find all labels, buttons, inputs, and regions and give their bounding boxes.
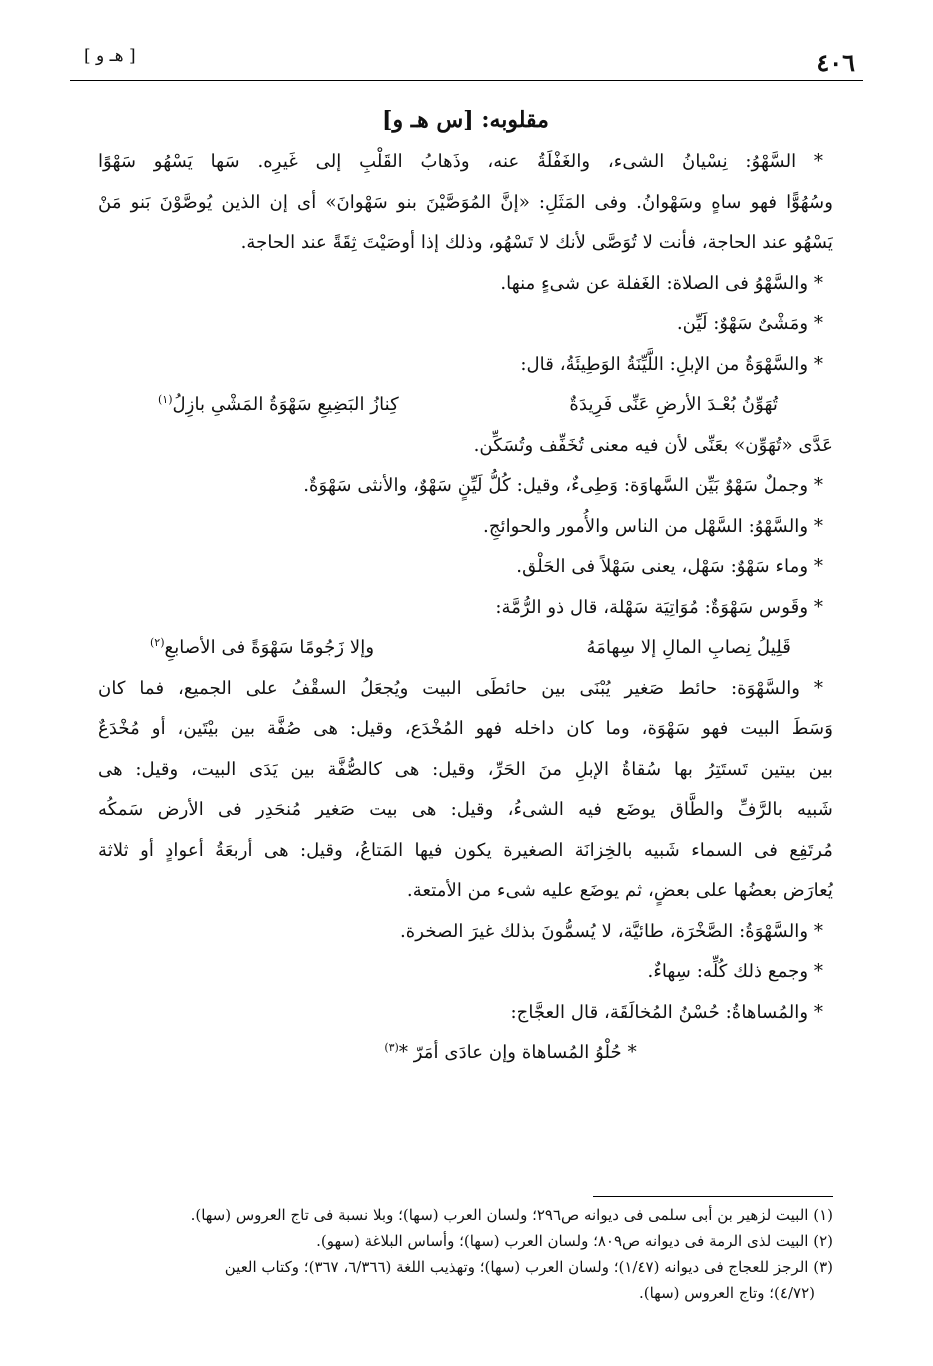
- verse-1-first-hemistich: تُهَوِّنُ بُعْـدَ الأرضِ عَنِّى فَرِيدَةٌ: [569, 394, 778, 415]
- body-line: * والسَّهْوَةُ: الصَّخْرَة، طائيَّة، لا يُسمُّونَ بذلك غيرَ الصخرة.: [399, 920, 823, 942]
- body-line: وسُهُوًّا فهو ساهٍ وسَهْوانُ. وفى المَثَلِ: «إنَّ المُوَصَّيْنَ بنو سَهْوانَ» أى إن الذين يُوصَّوْنَ بَنو مَنْ: [98, 191, 833, 213]
- body-line: عَدَّى «تُهَوِّن» بعَنِّى لأن فيه معنى تُخَفِّف وتُسَكِّن.: [473, 434, 833, 456]
- body-line: * وجمع ذلك كُلِّه: سِهاءٌ.: [647, 961, 823, 982]
- body-line: * والسَّهْوُ فى الصلاة: الغَفلة عن شىءٍ منها.: [500, 272, 823, 294]
- body-line: * والسَّهْوَةُ من الإبلِ: اللَّيِّنَةُ الوَطِيئَةُ، قال:: [520, 353, 823, 375]
- body-line: * وقَوس سَهْوَةٌ: مُوَاتِيَة سَهْلة، قال ذو الرُّمَّة:: [495, 596, 823, 618]
- verse-2-second-hemistich: [150, 628, 374, 669]
- footnote-1: (١) البيت لزهير بن أبى سلمى فى ديوانه ص٢٩٦؛ ولسان العرب (سها)؛ وبلا نسبة فى تاج العروس (سها).: [190, 1206, 833, 1224]
- body-line: مُرتَفِع فى السماء شَبيه بالخِزانَة الصغيرة يكون فيها المَتاعُ، وقيل: هى أربعَةُ أعوادٍ أو ثلاثة: [98, 839, 833, 861]
- verse-2-first-hemistich: قَلِيلُ نِصابِ المالِ إلا سِهامَهُ: [586, 637, 791, 658]
- footnotes: [86, 1202, 833, 1306]
- footnote-ref-1: (١): [158, 392, 173, 406]
- footnote-separator: [593, 1196, 833, 1197]
- page-header: [70, 40, 863, 81]
- footnote-3-continued: (٤/٧٢)؛ وتاج العروس (سها).: [638, 1284, 815, 1302]
- footnote-ref-2: (٢): [150, 635, 165, 649]
- body-line: شَبيه بالرَّفِّ والطَّاق يوضَع فيه الشىءُ، وقيل: هى بيت صَغير مُنحَدِر فى الأرض سَمكُه: [98, 799, 833, 820]
- body-line: * والمُساهاةُ: حُسْنُ المُخالَقَة، قال العجَّاج:: [510, 1001, 823, 1023]
- body-line: * والسَّهْوُ: السَّهْل من الناس والأُمور والحوائجِ.: [483, 515, 823, 537]
- verse-1: [98, 385, 833, 426]
- body-line: يَسْهُو عند الحاجة، فأنت لا تُوَصَّى لأنك لا تَسْهُو، وذلك إذا أوصَيْتَ ثِقَةً عند الحاجة.: [240, 232, 833, 253]
- body-line: * والسَّهْوَة: حائط صَغير يُبْنَى بين حائطَى البيت ويُجعَلُ السقْفُ على الجميع، فما كان: [98, 677, 823, 699]
- section-title: مقلوبه: [س هـ و]: [382, 107, 549, 133]
- body-line: بين بيتين تَستَتِرُ بها سُقاةُ الإبلِ منَ الحَرِّ، وقيل: هى كالصُّفَّة بين يَدَى البيت، وقيل: هى: [98, 758, 833, 780]
- body-line: * وجملٌ سَهْوٌ بَيِّن السَّهاوَة: وَطِىءٌ، وقيل: كُلُّ لَيِّنٍ سَهْوٌ، والأنثى سَهْوَةٌ.: [303, 475, 823, 496]
- body-line: * السَّهْوُ: نِسْيانُ الشىء، والغَفْلَةُ عنه، وذَهابُ القَلْبِ إلى غَيرِه. سَها يَسْهُو سَهْوًا: [98, 151, 823, 172]
- verse-3-text: * حُلْوُ المُساهاة وإن عادَى أمَرّ *: [398, 1042, 637, 1063]
- verse-2: [98, 628, 833, 669]
- verse-1-second-text: كِنازُ البَضِيعِ سَهْوَةُ المَشْىِ بازِلُ: [172, 394, 399, 415]
- body-line: يُعارَض بعضُها على بعضٍ، ثم يوضَع عليه شىء من الأمتعة.: [406, 880, 833, 901]
- verse-3: [98, 1033, 833, 1074]
- body-line: * وماء سَهْوٌ: سَهْل، يعنى سَهْلاً فى الحَلْق.: [516, 556, 823, 577]
- footnote-ref-3: (٣): [384, 1040, 399, 1054]
- footnote-2: (٢) البيت لذى الرمة فى ديوانه ص٨٠٩؛ ولسان العرب (سها)؛ وأساس البلاغة (سهو).: [316, 1232, 833, 1250]
- verse-1-second-hemistich: [158, 385, 399, 426]
- footnote-3: (٣) الرجز للعجاج فى ديوانه (١/٤٧)؛ ولسان العرب (سها)؛ وتهذيب اللغة (٦/٣٦٦، ٣٦٧)؛ وكتاب العين: [224, 1258, 833, 1276]
- page-number: ٤٠٦: [816, 48, 855, 77]
- root-tag: [ هـ و ]: [84, 46, 136, 66]
- body-line: وَسَطَ البيت فهو سَهْوَة، وما كان داخله فهو المُخْدَع، وقيل: هى صُفَّة بين بيْتَين، أو مُخْدَعٌ: [98, 718, 833, 739]
- body-line: * ومَشْىٌ سَهْوٌ: لَيِّن.: [676, 313, 823, 334]
- verse-2-second-text: وإلا زَجُومًا سَهْوَةً فى الأصابعِ: [164, 637, 375, 658]
- entry-body: [98, 98, 833, 1074]
